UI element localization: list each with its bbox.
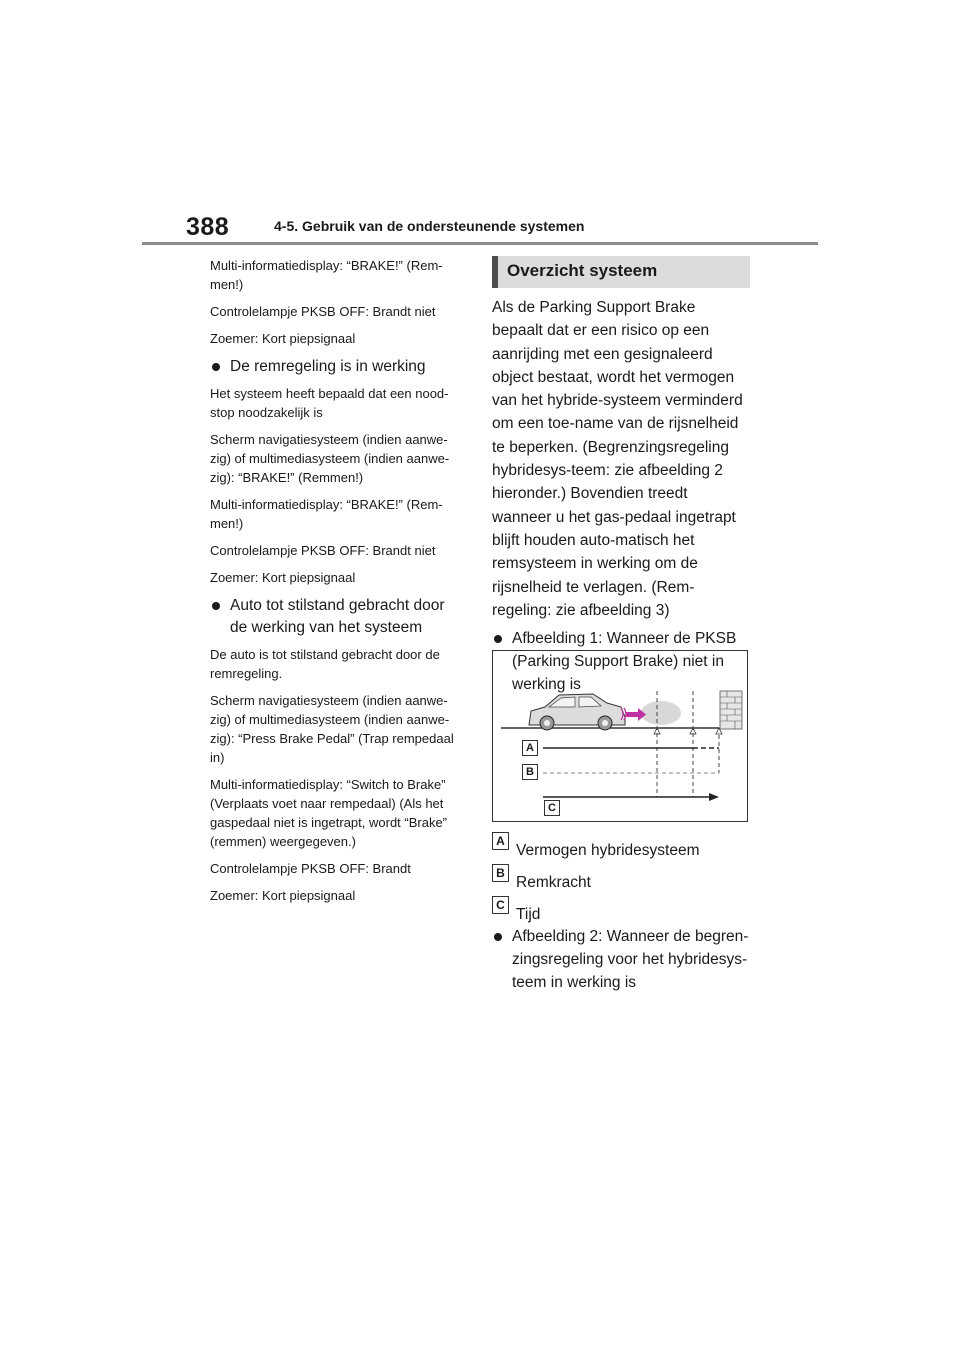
section-heading-text: Overzicht systeem <box>507 261 658 280</box>
bullet-text: Auto tot stilstand gebracht door de werking van het systeem <box>230 597 445 636</box>
text-line: Multi-informatiedisplay: “BRAKE!” (Rem-men!) <box>210 497 443 531</box>
bullet-icon <box>494 635 502 643</box>
legend-item-c <box>492 896 540 924</box>
text-line: Zoemer: Kort piepsignaal <box>210 570 356 585</box>
bullet-afbeelding-2 <box>492 925 750 994</box>
bullet-text: Afbeelding 2: Wanneer de begren-zingsregeling voor het hybridesys-teem in werking is <box>512 928 749 991</box>
bullet-text: De remregeling is in werking <box>230 358 426 375</box>
bullet-icon <box>212 363 220 371</box>
bullet-icon <box>494 933 502 941</box>
text-line: Het systeem heeft bepaald dat een nood-stop noodzakelijk is <box>210 386 449 420</box>
legend-text: Remkracht <box>516 874 591 891</box>
legend-tag: A <box>492 832 509 850</box>
bullet-stilstand <box>210 595 466 639</box>
legend-text: Vermogen hybridesysteem <box>516 842 700 859</box>
text-line: Multi-informatiedisplay: “Switch to Brake” (Verplaats voet naar rempedaal) (Als het gaspedaal niet is ingetrapt, wordt “Brake” (remmen) weergegeven.) <box>210 777 448 849</box>
text-line: Multi-informatiedisplay: “BRAKE!” (Rem-men!) <box>210 258 443 292</box>
legend-tag: B <box>492 864 509 882</box>
text-line: Zoemer: Kort piepsignaal <box>210 331 356 346</box>
legend-item-a <box>492 832 700 860</box>
text-line: Scherm navigatiesysteem (indien aanwe-zig) of multimediasysteem (indien aanwe-zig): “BRAKE!” (Remmen!) <box>210 432 450 485</box>
brick-wall-icon <box>720 691 742 729</box>
sensor-beam <box>641 701 681 725</box>
text-line: Controlelampje PKSB OFF: Brandt niet <box>210 543 436 558</box>
bullet-remregeling <box>210 356 466 378</box>
page-number: 388 <box>186 213 230 241</box>
axis-arrow-icon <box>709 793 719 801</box>
header-rule <box>142 242 818 245</box>
text-line: Zoemer: Kort piepsignaal <box>210 888 356 903</box>
section-title: 4-5. Gebruik van de ondersteunende systemen <box>274 218 585 234</box>
text-line: Controlelampje PKSB OFF: Brandt niet <box>210 304 436 319</box>
figure-label-b: B <box>522 764 538 780</box>
car-icon <box>529 694 625 730</box>
text-line: De auto is tot stilstand gebracht door de remregeling. <box>210 647 440 681</box>
body-paragraph: Als de Parking Support Brake bepaalt dat er een risico op een aanrijding met een gesignaleerd object bestaat, wordt het vermogen van het hybride-systeem verminderd om een toe-name van de rijsnelheid te beperken. (Begrenzingsregeling hybridesys-teem: zie afbeelding 2 hieronder.) Bovendien treedt wanneer u het gas-pedaal ingetrapt blijft houden auto-matisch het remsysteem in werking om de rijsnelheid te verlagen. (Rem-regeling: zie afbeelding 3) <box>492 299 743 619</box>
left-column <box>210 256 466 913</box>
diagram-figure-1 <box>492 650 748 822</box>
text-line: Scherm navigatiesysteem (indien aanwe-zig) of multimediasysteem (indien aanwe-zig): “Press Brake Pedal” (Trap rempedaal in) <box>210 693 454 765</box>
bullet-text: Afbeelding 1: Wanneer de PKSB (Parking Support Brake) niet in werking is <box>512 630 737 694</box>
section-heading <box>492 256 750 288</box>
legend-item-b <box>492 864 591 892</box>
legend-tag: C <box>492 896 509 914</box>
bullet-icon <box>212 602 220 610</box>
right-column <box>492 256 750 696</box>
legend-text: Tijd <box>516 906 541 923</box>
text-line: Controlelampje PKSB OFF: Brandt <box>210 861 411 876</box>
diagram-svg <box>493 651 749 823</box>
figure-label-a: A <box>522 740 538 756</box>
figure-label-c: C <box>544 800 560 816</box>
